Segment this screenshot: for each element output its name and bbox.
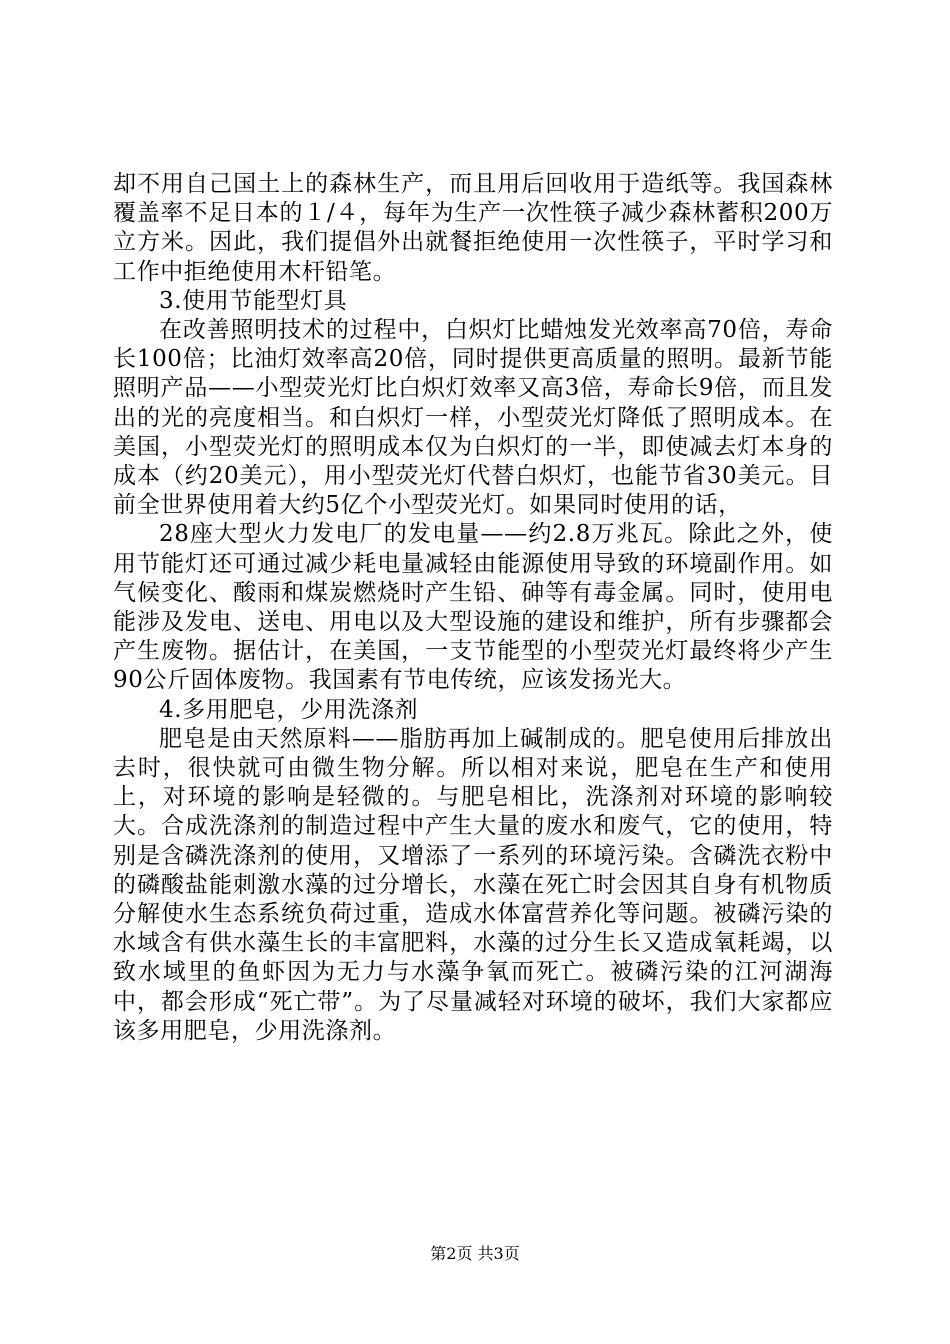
document-body	[113, 170, 833, 1046]
section-heading-soap-detergent: 4.多用肥皂，少用洗涤剂	[159, 696, 419, 723]
paragraph-power-plants: 28座大型火力发电厂的发电量——约2.8万兆瓦。除此之外，使用节能灯还可通过减少耗电量减轻由能源使用导致的环境副作用。如气候变化、酸雨和煤炭燃烧时产生铅、砷等有毒金属。同时，使用电能涉及发电、送电、用电以及大型设施的建设和维护，所有步骤都会产生废物。据估计，在美国，一支节能型的小型荧光灯最终将少产生90公斤固体废物。我国素有节电传统，应该发扬光大。	[113, 521, 833, 694]
section-heading-energy-saving-lamps: 3.使用节能型灯具	[159, 287, 348, 314]
paragraph-lighting-efficiency: 在改善照明技术的过程中，白炽灯比蜡烛发光效率高70倍，寿命长100倍；比油灯效率高20倍，同时提供更高质量的照明。最新节能照明产品——小型荧光灯比白炽灯效率又高3倍，寿命长9倍，而且发出的光的亮度相当。和白炽灯一样，小型荧光灯降低了照明成本。在美国，小型荧光灯的照明成本仅为白炽灯的一半，即使减去灯本身的成本（约20美元），用小型荧光灯代替白炽灯，也能节省30美元。目前全世界使用着大约5亿个小型荧光灯。如果同时使用的话，	[113, 317, 833, 519]
paragraph-continued: 却不用自己国土上的森林生产，而且用后回收用于造纸等。我国森林覆盖率不足日本的１/４，每年为生产一次性筷子减少森林蓄积200万立方米。因此，我们提倡外出就餐拒绝使用一次性筷子，平时学习和工作中拒绝使用木杆铅笔。	[113, 171, 833, 285]
page-number-footer: 第2页 共3页	[430, 1244, 520, 1263]
paragraph-soap-detergent: 肥皂是由天然原料——脂肪再加上碱制成的。肥皂使用后排放出去时，很快就可由微生物分解。所以相对来说，肥皂在生产和使用上，对环境的影响是轻微的。与肥皂相比，洗涤剂对环境的影响较大。合成洗涤剂的制造过程中产生大量的废水和废气，它的使用，特别是含磷洗涤剂的使用，又增添了一系列的环境污染。含磷洗衣粉中的磷酸盐能刺激水藻的过分增长，水藻在死亡时会因其自身有机物质分解使水生态系统负荷过重，造成水体富营养化等问题。被磷污染的水域含有供水藻生长的丰富肥料，水藻的过分生长又造成氧耗竭，以致水域里的鱼虾因为无力与水藻争氧而死亡。被磷污染的江河湖海中，都会形成“死亡带”。为了尽量减轻对环境的破坏，我们大家都应该多用肥皂，少用洗涤剂。	[113, 725, 833, 1044]
